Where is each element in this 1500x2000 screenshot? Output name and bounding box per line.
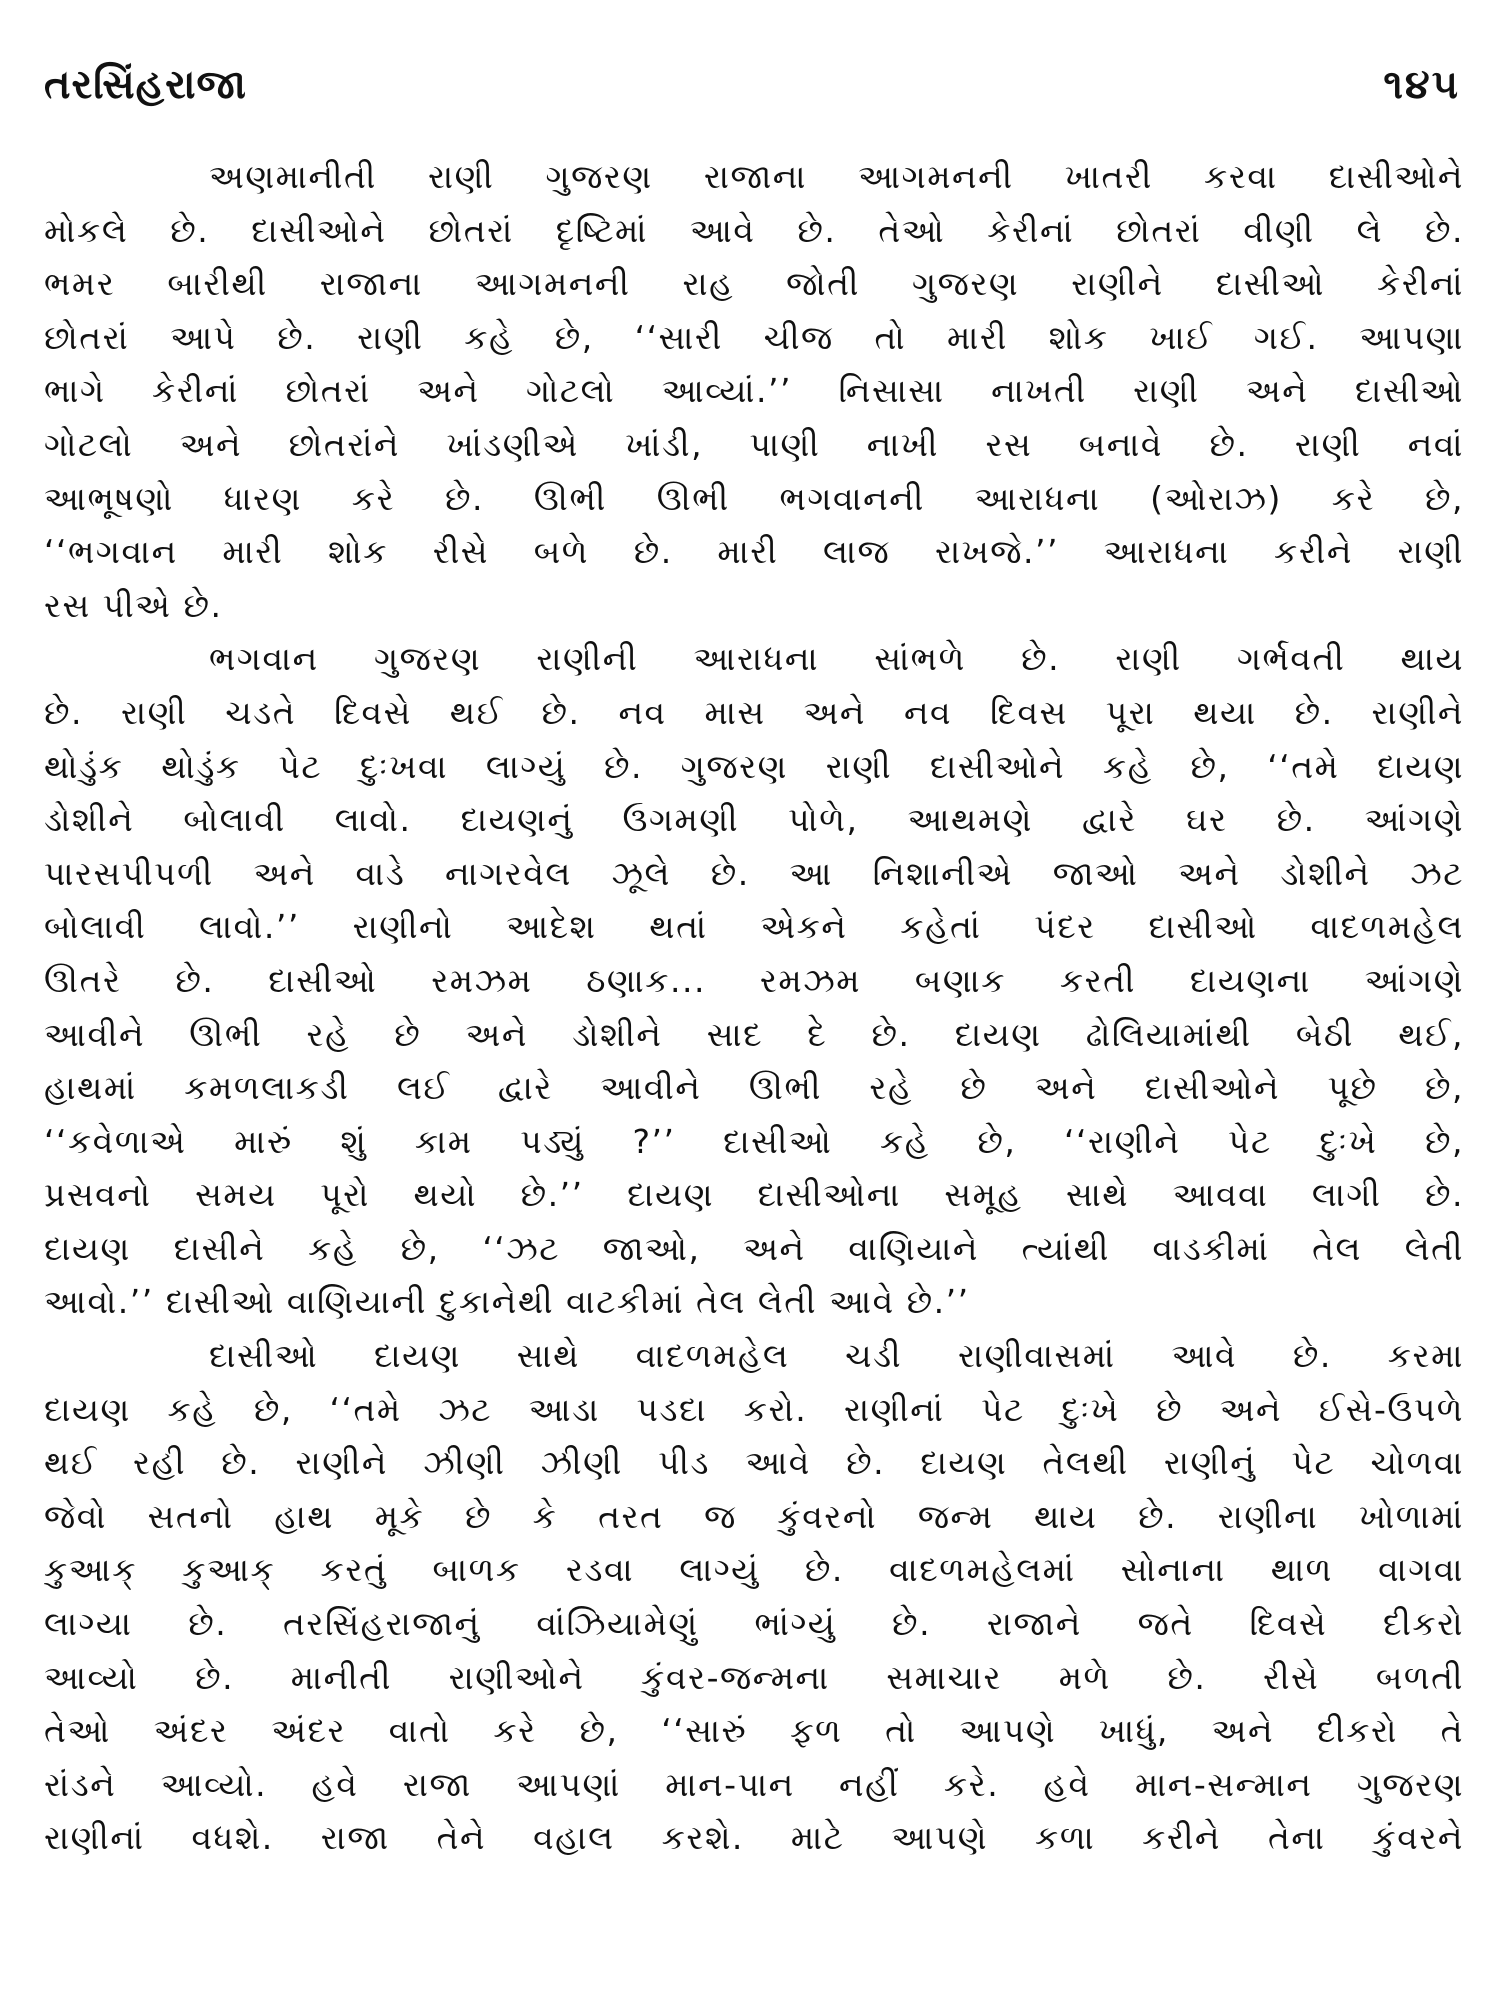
- text-line: થોડુંક થોડુંક પેટ દુઃખવા લાગ્યું છે. ગુજરણ રાણી દાસીઓને કહે છે, ‘‘તમે દાયણ: [44, 746, 1464, 786]
- paragraph-2: [44, 632, 1464, 1329]
- text-line: રસ પીએ છે.: [44, 585, 223, 625]
- text-line: ભમર બારીથી રાજાના આગમનની રાહ જોતી ગુજરણ રાણીને દાસીઓ કેરીનાં: [44, 264, 1464, 304]
- text-line: ‘‘ભગવાન મારી શોક રીસે બળે છે. મારી લાજ રાખજે.’’ આરાધના કરીને રાણી: [44, 532, 1464, 572]
- text-line: દાસીઓ દાયણ સાથે વાદળમહેલ ચડી રાણીવાસમાં આવે છે. કરમા: [209, 1336, 1464, 1376]
- body-text: [44, 150, 1464, 1980]
- text-line: આભૂષણો ધારણ કરે છે. ઊભી ઊભી ભગવાનની આરાધના (ઓરાઝ) કરે છે,: [44, 478, 1464, 518]
- text-line: ભગવાન ગુજરણ રાણીની આરાધના સાંભળે છે. રાણી ગર્ભવતી થાય: [209, 639, 1464, 679]
- text-line: રાણીનાં વધશે. રાજા તેને વહાલ કરશે. માટે આપણે કળા કરીને તેના કુંવરને: [44, 1818, 1464, 1858]
- text-line: ‘‘કવેળાએ મારું શું કામ પડ્યું ?’’ દાસીઓ કહે છે, ‘‘રાણીને પેટ દુઃખે છે,: [44, 1121, 1464, 1161]
- paragraph-1: [44, 150, 1464, 632]
- text-line: ઊતરે છે. દાસીઓ રમઝમ ઠણાક... રમઝમ બણાક કરતી દાયણના આંગણે: [44, 960, 1464, 1000]
- text-line: મોકલે છે. દાસીઓને છોતરાં દૃષ્ટિમાં આવે છે. તેઓ કેરીનાં છોતરાં વીણી લે છે.: [44, 210, 1464, 250]
- text-line: ગોટલો અને છોતરાંને ખાંડણીએ ખાંડી, પાણી નાખી રસ બનાવે છે. રાણી નવાં: [44, 424, 1464, 464]
- text-line: છોતરાં આપે છે. રાણી કહે છે, ‘‘સારી ચીજ તો મારી શોક ખાઈ ગઈ. આપણા: [44, 317, 1464, 357]
- text-line: અણમાનીતી રાણી ગુજરણ રાજાના આગમનની ખાતરી કરવા દાસીઓને: [209, 157, 1464, 196]
- text-line: બોલાવી લાવો.’’ રાણીનો આદેશ થતાં એકને કહેતાં પંદર દાસીઓ વાદળમહેલ: [44, 907, 1464, 947]
- text-line: કુઆક્ કુઆક્ કરતું બાળક રડવા લાગ્યું છે. વાદળમહેલમાં સોનાના થાળ વાગવા: [44, 1550, 1464, 1590]
- text-line: ડોશીને બોલાવી લાવો. દાયણનું ઉગમણી પોળે, આથમણે દ્વારે ઘર છે. આંગણે: [44, 800, 1464, 840]
- text-line: પારસપીપળી અને વાડે નાગરવેલ ઝૂલે છે. આ નિશાનીએ જાઓ અને ડોશીને ઝટ: [44, 853, 1464, 893]
- text-line: આવીને ઊભી રહે છે અને ડોશીને સાદ દે છે. દાયણ ઢોલિયામાંથી બેઠી થઈ,: [44, 1014, 1464, 1054]
- text-line: આવ્યો છે. માનીતી રાણીઓને કુંવર-જન્મના સમાચાર મળે છે. રીસે બળતી: [44, 1657, 1464, 1697]
- text-line: છે. રાણી ચડતે દિવસે થઈ છે. નવ માસ અને નવ દિવસ પૂરા થયા છે. રાણીને: [44, 692, 1464, 732]
- text-line: તેઓ અંદર અંદર વાતો કરે છે, ‘‘સારું ફળ તો આપણે ખાધું, અને દીકરો તે: [44, 1711, 1464, 1751]
- text-line: દાયણ કહે છે, ‘‘તમે ઝટ આડા પડદા કરો. રાણીનાં પેટ દુઃખે છે અને ઈસે-ઉપળે: [44, 1389, 1464, 1429]
- text-line: રાંડને આવ્યો. હવે રાજા આપણાં માન-પાન નહીં કરે. હવે માન-સન્માન ગુજરણ: [44, 1764, 1464, 1804]
- paragraph-3: [44, 1329, 1464, 1865]
- text-line: ભાગે કેરીનાં છોતરાં અને ગોટલો આવ્યાં.’’ નિસાસા નાખતી રાણી અને દાસીઓ: [44, 371, 1464, 411]
- text-line: હાથમાં કમળલાકડી લઈ દ્વારે આવીને ઊભી રહે છે અને દાસીઓને પૂછે છે,: [44, 1068, 1464, 1108]
- running-header: [44, 62, 1460, 122]
- text-line: લાગ્યા છે. તરસિંહરાજાનું વાંઝિયામેણું ભાંગ્યું છે. રાજાને જતે દિવસે દીકરો: [44, 1604, 1464, 1644]
- running-title: તરસિંહરાજા: [44, 62, 247, 108]
- text-line: પ્રસવનો સમય પૂરો થયો છે.’’ દાયણ દાસીઓના સમૂહ સાથે આવવા લાગી છે.: [44, 1175, 1464, 1215]
- text-line: દાયણ દાસીને કહે છે, ‘‘ઝટ જાઓ, અને વાણિયાને ત્યાંથી વાડકીમાં તેલ લેતી: [44, 1228, 1464, 1268]
- text-line: આવો.’’ દાસીઓ વાણિયાની દુકાનેથી વાટકીમાં તેલ લેતી આવે છે.’’: [44, 1282, 970, 1322]
- text-line: થઈ રહી છે. રાણીને ઝીણી ઝીણી પીડ આવે છે. દાયણ તેલથી રાણીનું પેટ ચોળવા: [44, 1443, 1464, 1483]
- text-line: જેવો સતનો હાથ મૂકે છે કે તરત જ કુંવરનો જન્મ થાય છે. રાણીના ખોળામાં: [44, 1496, 1464, 1536]
- page-number: ૧૪૫: [1383, 62, 1460, 108]
